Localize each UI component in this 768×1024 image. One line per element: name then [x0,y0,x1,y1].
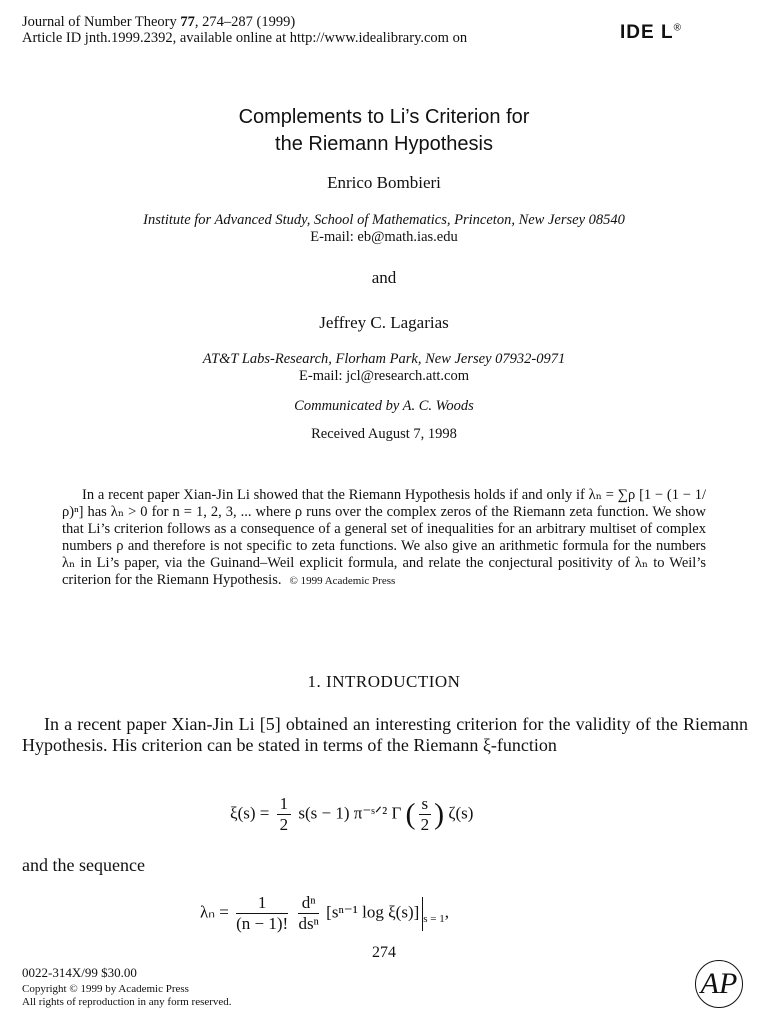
section-heading: 1. INTRODUCTION [307,672,461,691]
and-connector: and [371,268,397,287]
lambda-sequence-equation: λₙ = $\frac{1}{(n - 1)!}$ $\frac{\text{dⁿ}}{\text{dsⁿ}}$ [sⁿ⁻¹ log ξ(s)] $_{s = 1}$, [200,893,450,933]
xi-function-equation: ξ(s) = $\frac{1}{2}$ s(s − 1) π⁻ˢᐟ² Γ ( $\frac{s}{2}$ ) ζ(s) [230,794,474,834]
page-number: 274 [372,944,396,961]
abstract-copyright: © 1999 Academic Press [289,575,396,587]
communicated-by: Communicated by A. C. Woods [294,398,474,414]
article-id-line: Article ID jnth.1999.2392, available online at http://www.idealibrary.com on [22,30,468,46]
abstract: In a recent paper Xian-Jin Li showed that the Riemann Hypothesis holds if and only if λₙ = ∑ρ [1 − (1 − 1/ρ)ⁿ] has λₙ > 0 for n = 1, 2, 3, ... where ρ runs over the complex zeros of the Riemann zeta function. We show that Li’s criterion follows as a consequence of a general set of inequalities for an arbitrary multiset of complex numbers ρ and therefore is not specific to zeta functions. We also give an arithmetic formula for the numbers λₙ in Li’s paper, via the Guinand–Weil explicit formula, and relate the conjectural positivity of λₙ to Weil’s criterion for the Riemann Hypothesis. © 1999 Academic Press [62,487,706,588]
author-email: E-mail: jcl@research.att.com [299,368,469,384]
author-name: Jeffrey C. Lagarias [319,313,449,332]
intro-paragraph: In a recent paper Xian-Jin Li [5] obtained an interesting criterion for the validity of the Riemann Hypothesis. His criterion can be stated in terms of the Riemann ξ-function [22,714,748,755]
author-email: E-mail: eb@math.ias.edu [310,229,458,245]
and-the-sequence: and the sequence [22,855,145,875]
academic-press-logo: AP [695,960,743,1008]
footer-rights: All rights of reproduction in any form reserved. [22,996,232,1008]
footer-copyright: Copyright © 1999 by Academic Press [22,983,189,995]
footer [22,966,232,1009]
ideal-logo: IDE L® [620,22,682,43]
journal-header [22,14,467,46]
author-name: Enrico Bombieri [327,173,441,192]
author-affiliation: AT&T Labs-Research, Florham Park, New Jersey 07932-0971 E-mail: jcl@research.att.com [202,351,566,384]
article-price: 0022-314X/99 $30.00 [22,965,137,980]
paper-title: Complements to Li’s Criterion for the Riemann Hypothesis [238,106,530,155]
journal-citation: Journal of Number Theory 77, 274–287 (1999) [22,14,296,30]
received-date: Received August 7, 1998 [311,426,457,442]
author-affiliation: Institute for Advanced Study, School of Mathematics, Princeton, New Jersey 08540 E-mail: eb@math.ias.edu [143,212,625,245]
